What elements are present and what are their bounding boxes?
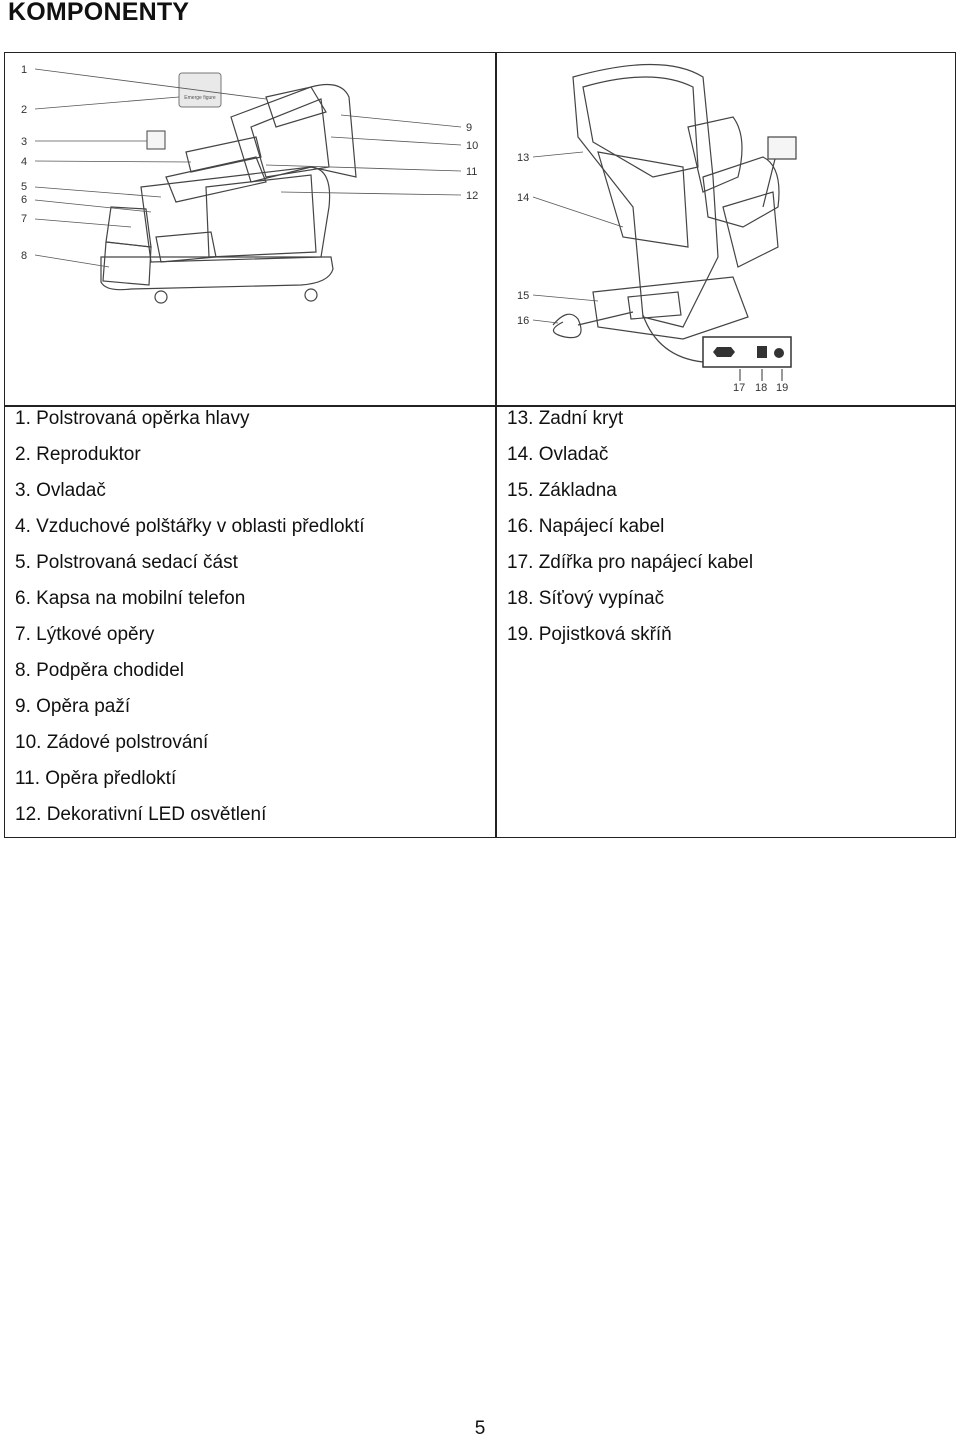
list-item: 5. Polstrovaná sedací část [15, 552, 238, 573]
page-number: 5 [474, 1418, 486, 1439]
callout-10: 10 [466, 140, 479, 152]
list-item: 7. Lýtkové opěry [15, 624, 155, 645]
list-item: 2. Reproduktor [15, 444, 141, 465]
callout-13: 13 [517, 152, 530, 164]
callout-2: 2 [21, 104, 28, 116]
list-item: 19. Pojistková skříň [507, 624, 672, 645]
callout-18: 18 [755, 382, 768, 394]
list-item: 18. Síťový vypínač [507, 588, 665, 609]
front-view-illustration [11, 57, 491, 401]
list-item: 11. Opěra předloktí [15, 768, 177, 789]
callout-6: 6 [21, 194, 28, 206]
callout-1: 1 [21, 64, 28, 76]
list-item: 9. Opěra paží [15, 696, 131, 717]
back-view-illustration [503, 57, 953, 401]
callout-12: 12 [466, 190, 479, 202]
list-item: 17. Zdířka pro napájecí kabel [507, 552, 754, 573]
callout-9: 9 [466, 122, 473, 134]
list-item: 16. Napájecí kabel [507, 516, 665, 537]
list-item: 14. Ovladač [507, 444, 609, 465]
callout-15: 15 [517, 290, 530, 302]
callout-11: 11 [466, 166, 478, 178]
callout-16: 16 [517, 315, 530, 327]
list-item: 6. Kapsa na mobilní telefon [15, 588, 246, 609]
list-item: 15. Základna [507, 480, 617, 501]
callout-5: 5 [21, 181, 28, 193]
list-item: 3. Ovladač [15, 480, 106, 501]
callout-14: 14 [517, 192, 530, 204]
callout-17: 17 [733, 382, 746, 394]
table-divider-vertical [495, 53, 497, 837]
page-heading: KOMPONENTY [8, 0, 190, 26]
callout-3: 3 [21, 136, 28, 148]
callout-7: 7 [21, 213, 28, 225]
list-item: 8. Podpěra chodidel [15, 660, 185, 681]
callout-19: 19 [776, 382, 789, 394]
right-component-list [507, 401, 753, 653]
callout-8: 8 [21, 250, 28, 262]
svg-text:Emerge figure: Emerge figure [184, 95, 216, 101]
list-item: 10. Zádové polstrování [15, 732, 209, 753]
list-item: 13. Zadní kryt [507, 408, 624, 429]
left-component-list [15, 401, 365, 833]
components-table [4, 52, 956, 838]
list-item: 1. Polstrovaná opěrka hlavy [15, 408, 250, 429]
list-item: 4. Vzduchové polštářky v oblasti předloktí [15, 516, 365, 537]
callout-4: 4 [21, 156, 28, 168]
list-item: 12. Dekorativní LED osvětlení [15, 804, 267, 825]
